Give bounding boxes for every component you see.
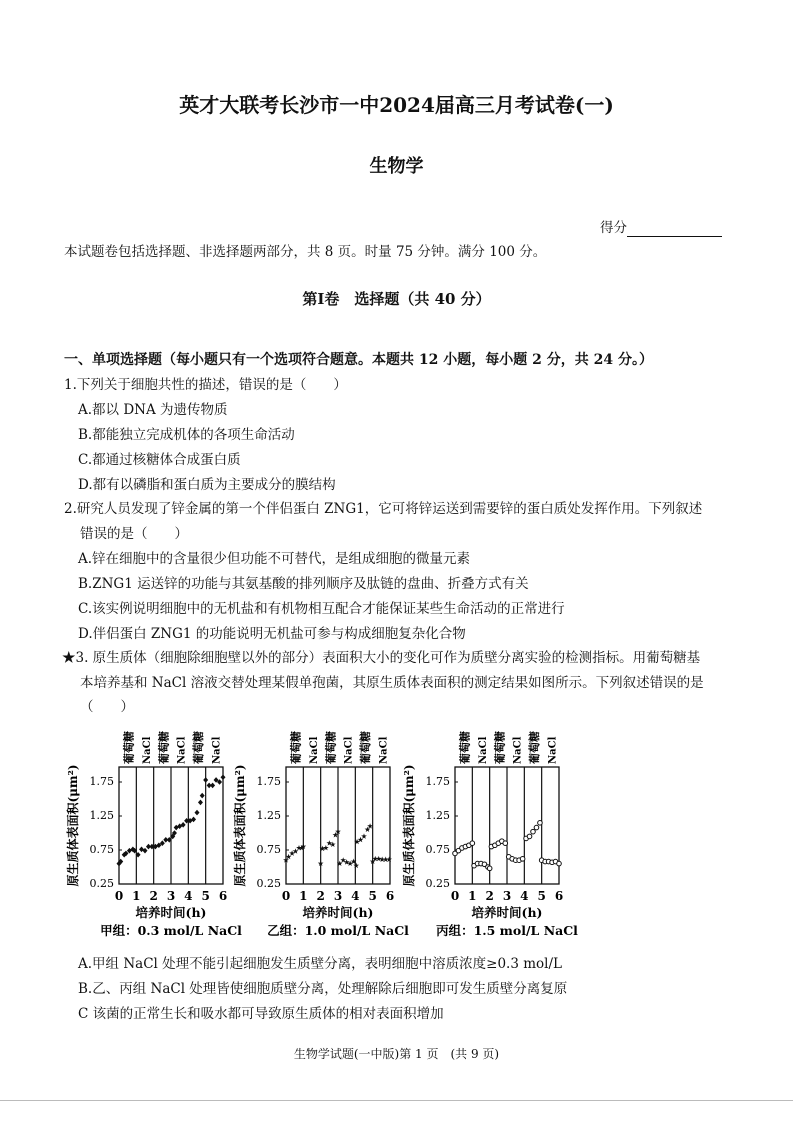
phase-label: 葡萄糖 [528, 731, 541, 764]
question-stem: 本培养基和 NaCl 溶液交替处理某假单孢菌，其原生质体表面积的测定结果如图所示。下列叙述错误的是 [80, 674, 704, 691]
question-stem: 错误的是（ ） [80, 525, 188, 542]
y-tick-label: 1.75 [425, 775, 450, 788]
page-footer: 生物学试题(一中版)第 1 页 (共 9 页) [293, 1047, 500, 1061]
x-tick-label: 0 [281, 889, 291, 903]
x-tick-label: 5 [368, 889, 377, 903]
answer-option: B.乙、丙组 NaCl 处理皆使细胞质壁分离，处理解除后细胞即可发生质壁分离复原 [78, 981, 568, 997]
score-field [600, 219, 722, 237]
question-stem: 1.下列关于细胞共性的描述，错误的是（ ） [64, 377, 347, 393]
x-tick-label: 6 [385, 889, 395, 903]
y-axis-label: 原生质体表面积(μm²) [233, 764, 247, 887]
chart-title: 甲组：0.3 mol/L NaCl [100, 923, 242, 938]
x-tick-label: 2 [316, 889, 325, 903]
y-tick-label: 1.25 [425, 809, 450, 822]
y-tick-label: 0.75 [256, 843, 281, 856]
answer-option: A.甲组 NaCl 处理不能引起细胞发生质壁分离，表明细胞中溶质浓度≥0.3 mol/L [78, 956, 562, 972]
section-title: 第Ⅰ卷 选择题（共 40 分） [302, 290, 491, 308]
exam-intro: 本试题卷包括选择题、非选择题两部分，共 8 页。时量 75 分钟。满分 100 分。 [64, 244, 547, 260]
answer-option: D.伴侣蛋白 ZNG1 的功能说明无机盐可参与构成细胞复杂化合物 [78, 626, 466, 642]
bottom-divider [0, 1100, 793, 1101]
phase-label: 葡萄糖 [157, 731, 171, 764]
phase-label: NaCl [211, 736, 223, 764]
subject-title: 生物学 [369, 156, 424, 177]
y-tick-label: 0.25 [256, 877, 281, 890]
data-point [557, 861, 562, 866]
question-stem: 2.研究人员发现了锌金属的第一个伴侣蛋白 ZNG1，它可将锌运送到需要锌的蛋白质处发挥作用。下列叙述 [64, 501, 703, 517]
y-tick-label: 0.25 [425, 877, 450, 890]
x-tick-label: 0 [450, 889, 460, 903]
phase-label: NaCl [478, 736, 489, 764]
data-point [361, 833, 367, 838]
data-point [198, 800, 203, 806]
data-point [503, 841, 508, 846]
phase-label: NaCl [142, 736, 153, 764]
y-axis-label: 原生质体表面积(μm²) [66, 764, 80, 887]
x-tick-label: 2 [149, 889, 158, 903]
x-axis-label: 培养时间(h) [471, 905, 543, 920]
phase-label: NaCl [378, 736, 390, 764]
phase-label: NaCl [547, 736, 559, 764]
phase-label: 葡萄糖 [493, 731, 507, 764]
phase-label: 葡萄糖 [289, 731, 303, 764]
data-point [326, 840, 332, 845]
x-tick-label: 4 [184, 889, 193, 903]
data-point [210, 783, 215, 789]
chart-title: 乙组：1.0 mol/L NaCl [267, 923, 409, 938]
chart-1 [59, 720, 242, 940]
answer-option: B.ZNG1 运送锌的功能与其氨基酸的排列顺序及肽链的盘曲、折叠方式有关 [78, 576, 529, 592]
phase-label: NaCl [176, 736, 188, 764]
question-stem: （ ） [80, 699, 134, 715]
score-blank [627, 222, 722, 237]
x-tick-label: 3 [333, 889, 343, 903]
x-tick-label: 2 [485, 889, 494, 903]
data-point [487, 866, 492, 871]
x-tick-label: 5 [537, 889, 546, 903]
data-point [531, 829, 536, 834]
x-tick-label: 3 [502, 889, 512, 903]
answer-option: C 该菌的正常生长和吸水都可导致原生质体的相对表面积增加 [78, 1006, 444, 1022]
y-tick-label: 0.25 [89, 877, 114, 890]
data-point [538, 821, 543, 826]
score-label: 得分 [600, 220, 627, 236]
answer-option: A.都以 DNA 为遗传物质 [78, 402, 228, 418]
phase-label: NaCl [512, 736, 524, 764]
data-point [367, 823, 373, 828]
data-point [527, 834, 532, 839]
phase-label: 葡萄糖 [359, 731, 372, 764]
answer-option: C.都通过核糖体合成蛋白质 [78, 452, 241, 468]
x-tick-label: 5 [201, 889, 210, 903]
phase-label: 葡萄糖 [122, 731, 136, 764]
y-axis-label: 原生质体表面积(μm²) [402, 764, 416, 887]
phase-label: 葡萄糖 [324, 731, 338, 764]
x-tick-label: 6 [218, 889, 228, 903]
y-tick-label: 0.75 [425, 843, 450, 856]
phase-label: 葡萄糖 [192, 731, 205, 764]
x-axis-label: 培养时间(h) [135, 905, 207, 920]
answer-option: C.该实例说明细胞中的无机盐和有机物相互配合才能保证某些生命活动的正常进行 [78, 601, 565, 617]
x-tick-label: 6 [554, 889, 564, 903]
y-tick-label: 1.25 [89, 809, 114, 822]
data-point [203, 777, 208, 783]
phase-label: NaCl [343, 736, 355, 764]
answer-option: D.都有以磷脂和蛋白质为主要成分的膜结构 [78, 477, 336, 493]
exam-title: 英才大联考长沙市一中2024届高三月考试卷(一) [179, 93, 614, 117]
data-point [195, 810, 200, 816]
data-point [200, 793, 205, 799]
x-tick-label: 1 [299, 889, 308, 903]
x-tick-label: 4 [520, 889, 529, 903]
x-axis-label: 培养时间(h) [302, 905, 374, 920]
answer-option: B.都能独立完成机体的各项生命活动 [78, 427, 295, 443]
answer-option: A.锌在细胞中的含量很少但功能不可替代，是组成细胞的微量元素 [78, 551, 471, 567]
x-tick-label: 4 [351, 889, 360, 903]
x-tick-label: 1 [468, 889, 477, 903]
chart-title: 丙组：1.5 mol/L NaCl [436, 923, 578, 938]
part-heading: 一、单项选择题（每小题只有一个选项符合题意。本题共 12 小题，每小题 2 分，共 24 分。） [64, 352, 653, 368]
data-point [520, 857, 525, 862]
chart-3 [395, 720, 578, 940]
question-stem: ★3. 原生质体（细胞除细胞壁以外的部分）表面积大小的变化可作为质壁分离实验的检测指标。用葡萄糖基 [62, 650, 701, 666]
x-tick-label: 1 [132, 889, 141, 903]
chart-2 [226, 720, 409, 940]
data-point [323, 845, 329, 850]
y-tick-label: 1.75 [89, 775, 114, 788]
phase-label: NaCl [309, 736, 320, 764]
data-point [470, 841, 475, 846]
x-tick-label: 0 [114, 889, 124, 903]
data-point [221, 774, 226, 780]
x-tick-label: 3 [166, 889, 176, 903]
y-tick-label: 1.75 [256, 775, 281, 788]
y-tick-label: 1.25 [256, 809, 281, 822]
data-point [353, 863, 359, 868]
data-point [534, 825, 539, 830]
phase-label: 葡萄糖 [458, 731, 472, 764]
y-tick-label: 0.75 [89, 843, 114, 856]
